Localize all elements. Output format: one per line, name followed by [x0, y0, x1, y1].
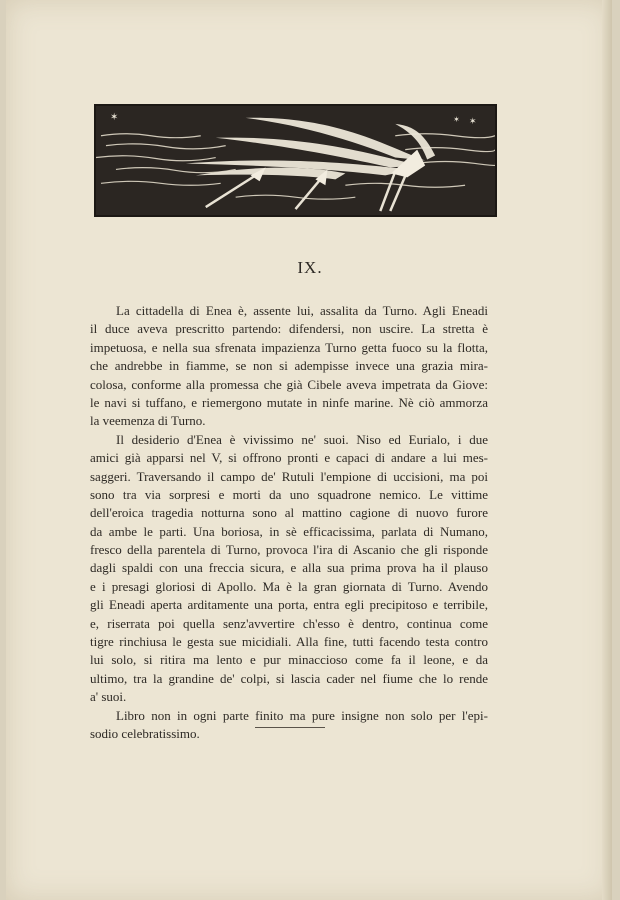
text-line: dell'eroica tragedia notturna sono al mattino cagione di nuovo furore [90, 505, 488, 521]
svg-text:✶: ✶ [109, 111, 119, 123]
text-line: colosa, conforme alla promessa che già Cibele aveva impetrata da Giove: [90, 376, 488, 392]
book-page [6, 0, 612, 900]
text-line: la veemenza di Turno. [90, 413, 206, 429]
text-line: fresco della parentela di Turno, provoca l'ira di Ascanio che gli risponde [90, 542, 488, 558]
text-line: il duce aveva prescritto partendo: difendersi, non uscire. La stretta è [90, 321, 488, 337]
text-line: le navi si tuffano, e riemergono mutate in ninfe marine. Nè ciò ammorza [90, 394, 488, 410]
text-line: e, riserrata poi quella senz'avvertire ch'esso è dentro, continua come [90, 615, 488, 631]
svg-text:✶: ✶ [453, 114, 460, 124]
woodcut-torches-sea-icon [96, 106, 495, 215]
text-line: e i presagi gloriosi di Apollo. Ma è la gran giornata di Turno. Avendo [90, 578, 488, 594]
chapter-heading: IX. [297, 258, 323, 277]
text-line: sodio celebratissimo. [90, 725, 200, 741]
text-line: lui solo, si ritira ma lento e pur minaccioso come fa il leone, e da [90, 652, 488, 668]
text-line: La cittadella di Enea è, assente lui, assalita da Turno. Agli Eneadi [116, 303, 488, 318]
text-line: a' suoi. [90, 689, 127, 705]
svg-text:✶: ✶ [469, 116, 477, 127]
text-line: da ambe le parti. Una boriosa, in sè efficacissima, parlata di Numano, [90, 523, 488, 539]
text-line: amici già apparsi nel V, si offrono pronti e capaci di andare a lui mes- [90, 450, 488, 466]
text-line: saggeri. Traversando il campo de' Rutuli l'empione di uccisioni, ma poi [90, 468, 488, 484]
text-line: dagli spaldi con una freccia sicura, e alla sua prima prova ha il plauso [90, 560, 488, 576]
text-line: Il desiderio d'Enea è vivissimo ne' suoi. Niso ed Eurialo, i due [116, 431, 488, 447]
text-line: ultimo, tra la grandine de' colpi, si lascia cader nel fiume che lo rende [90, 670, 488, 686]
text-line: che andrebbe in fiamme, se non si adempisse invece una grazia mira- [90, 358, 488, 374]
text-line: tigre rinchiusa le gesta sue micidiali. Alla fine, tutti facendo testa contro [90, 634, 488, 650]
page-edge [602, 0, 612, 900]
text-line: sono tra via sorpresi e morti da uno squadrone nemico. Le vittime [90, 486, 488, 502]
text-line: impetuosa, e nella sua sfrenata impazienza Turno getta fuoco su la flotta, [90, 339, 488, 355]
text-line: Libro non in ogni parte finito ma pure insigne non solo per l'epi- [116, 707, 488, 723]
text-line: gli Eneadi aperta arditamente una porta, entra egli precipitoso e terribile, [90, 597, 488, 613]
section-divider [255, 727, 325, 728]
woodcut-illustration [94, 104, 497, 217]
body-text [90, 302, 488, 743]
